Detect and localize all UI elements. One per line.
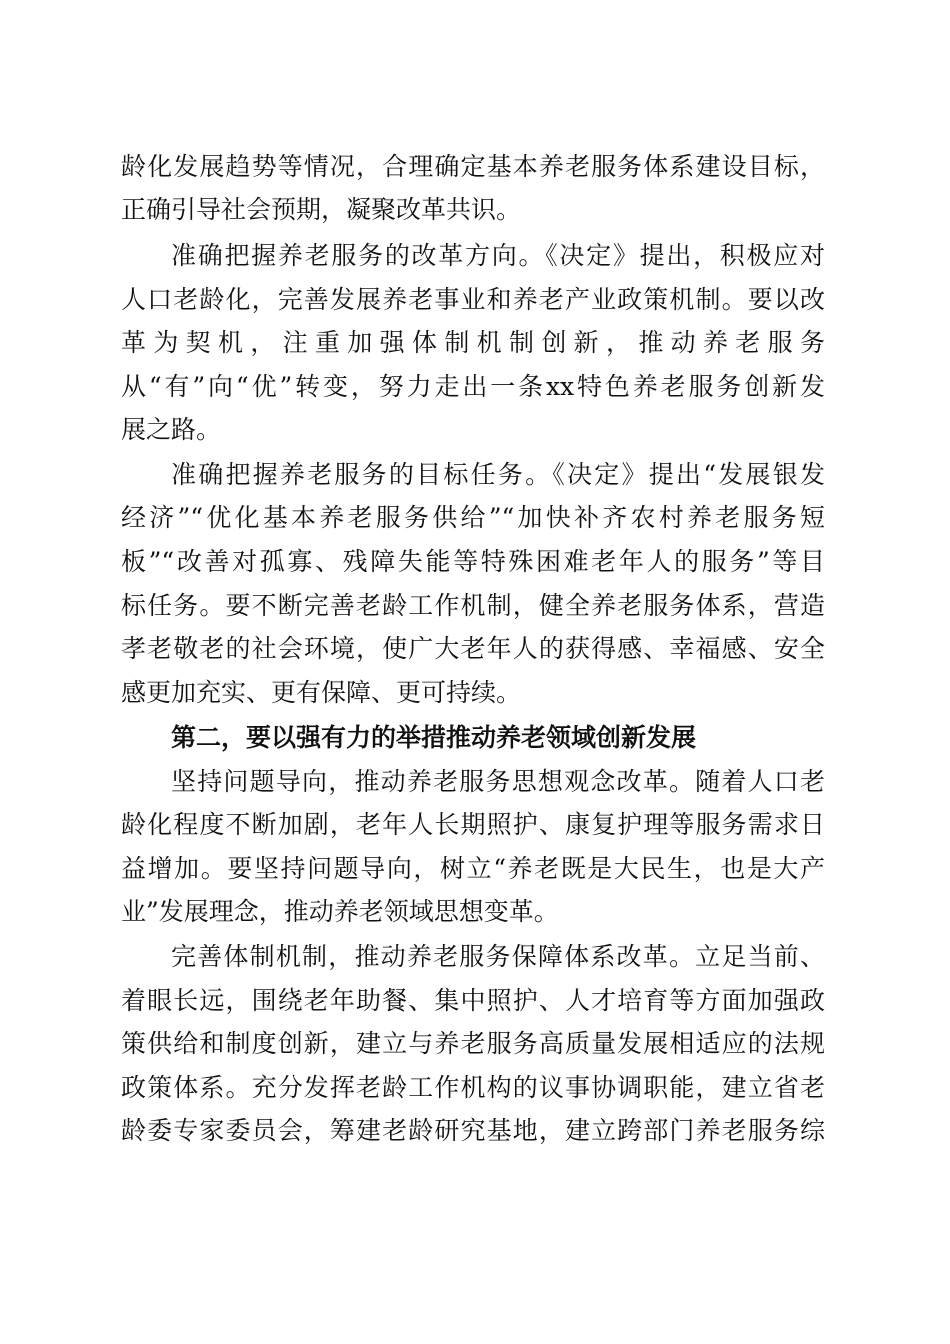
text-line: 展之路。 [121, 415, 222, 444]
text-line: 龄化程度不断加剧，老年人长期照护、康复护理等服务需求日 [121, 810, 825, 839]
text-line: 正确引导社会预期，凝聚改革共识。 [121, 195, 522, 224]
text-line: 着眼长远，围绕老年助餐、集中照护、人才培育等方面加强政 [121, 986, 825, 1015]
text-line: 板”“改善对孤寡、残障失能等特殊困难老年人的服务”等目 [121, 547, 825, 576]
text-line: 孝老敬老的社会环境，使广大老年人的获得感、幸福感、安全 [121, 634, 825, 663]
paragraph-start-line: 坚持问题导向，推动养老服务思想观念改革。随着人口老 [171, 767, 825, 796]
text-line: 龄委专家委员会，筹建老龄研究基地，建立跨部门养老服务综 [121, 1116, 825, 1145]
text-line: 感更加充实、更有保障、更可持续。 [121, 678, 522, 707]
text-line: 龄化发展趋势等情况，合理确定基本养老服务体系建设目标， [121, 152, 825, 181]
text-line: 政策体系。充分发挥老龄工作机构的议事协调职能，建立省老 [121, 1073, 825, 1102]
text-line: 业”发展理念，推动养老领域思想变革。 [121, 897, 559, 926]
text-line: 人口老龄化，完善发展养老事业和养老产业政策机制。要以改 [121, 285, 825, 314]
paragraph-start-line: 准确把握养老服务的改革方向。《决定》提出，积极应对 [171, 241, 825, 270]
text-line: 经济”“优化基本养老服务供给”“加快补齐农村养老服务短 [121, 503, 825, 532]
paragraph-start-line: 完善体制机制，推动养老服务保障体系改革。立足当前、 [171, 942, 825, 971]
text-line: 策供给和制度创新，建立与养老服务高质量发展相适应的法规 [121, 1029, 825, 1058]
text-line: 从“有”向“优”转变，努力走出一条xx特色养老服务创新发 [121, 372, 825, 401]
paragraph-start-line: 准确把握养老服务的目标任务。《决定》提出“发展银发 [171, 460, 825, 489]
text-line: 益增加。要坚持问题导向，树立“养老既是大民生，也是大产 [121, 854, 825, 883]
text-line: 标任务。要不断完善老龄工作机制，健全养老服务体系，营造 [121, 591, 825, 620]
text-line: 革为契机，注重加强体制机制创新，推动养老服务 [121, 328, 825, 357]
section-heading: 第二，要以强有力的举措推动养老领域创新发展 [171, 723, 697, 752]
